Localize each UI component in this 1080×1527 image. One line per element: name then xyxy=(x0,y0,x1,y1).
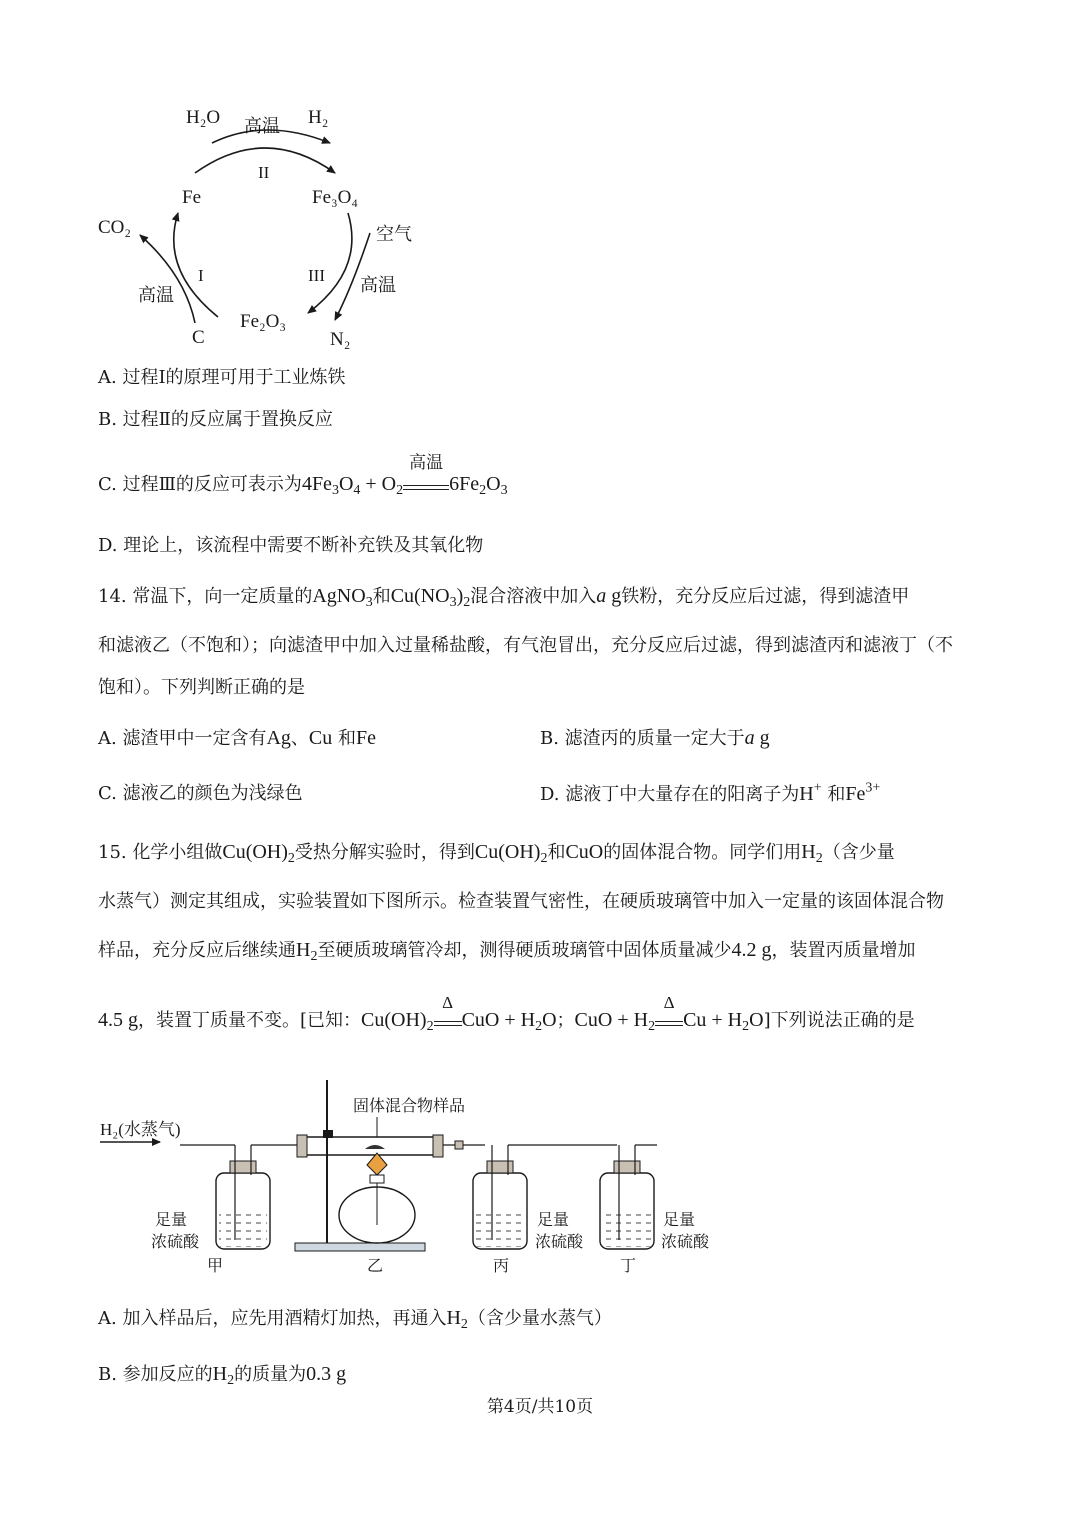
tube-yi xyxy=(297,1135,485,1157)
label-fe2o3: Fe₂O₃ xyxy=(240,311,286,332)
equation-iii: $4Fe_3O_4 + O_2$ 高温 $6Fe_2O_3$ xyxy=(301,453,508,499)
sample-label: 固体混合物样品 xyxy=(353,1098,466,1115)
acid-label-jia-2: 浓硫酸 xyxy=(151,1234,200,1251)
q14-stem-line1: 14. 常温下，向一定质量的AgNO$_3$和$Cu(NO_3)_2$混合溶液中加入a g铁粉，充分反应后过滤，得到滤渣甲 xyxy=(98,585,910,611)
label-bing: 丙 xyxy=(493,1258,510,1275)
q13-option-b: B. 过程Ⅱ的反应属于置换反应 xyxy=(98,409,333,430)
acid-label-jia-1: 足量 xyxy=(155,1212,188,1229)
arc-fe2o3-fe xyxy=(174,213,218,317)
label-yi: 乙 xyxy=(367,1258,384,1275)
label-cond-right: 高温 xyxy=(360,275,396,295)
stand-base xyxy=(295,1243,425,1251)
label-roman-ii: II xyxy=(258,163,270,182)
label-cond-left: 高温 xyxy=(138,285,174,305)
label-roman-i: I xyxy=(198,266,204,285)
q15-stem-line1: 15. 化学小组做$Cu(OH)_2$受热分解实验时，得到$Cu(OH)_2$和CuO的固体混合物。同学们用$H_2$（含少量 xyxy=(98,841,895,867)
q14-option-a: A. 滤渣甲中一定含有Ag、Cu 和Fe xyxy=(98,727,376,749)
inlet-label: H₂(水蒸气) xyxy=(100,1120,181,1139)
q14-stem-line3: 饱和）。下列判断正确的是 xyxy=(98,677,305,698)
page-footer: 第4页/共10页 xyxy=(486,1397,594,1417)
acid-label-ding-2: 浓硫酸 xyxy=(661,1234,710,1251)
q15-option-a: A. 加入样品后，应先用酒精灯加热，再通入$H_2$（含少量水蒸气） xyxy=(98,1307,612,1333)
acid-label-bing-2: 浓硫酸 xyxy=(535,1234,584,1251)
q15-stem-line3: 样品，充分反应后继续通$H_2$至硬质玻璃管冷却，测得硬质玻璃管中固体质量减少4.2 g，装置丙质量增加 xyxy=(98,939,916,965)
q14-option-b: B. 滤渣丙的质量一定大于a g xyxy=(540,727,770,749)
label-air: 空气 xyxy=(376,224,412,244)
iron-cycle-diagram xyxy=(90,95,450,360)
alcohol-lamp xyxy=(339,1153,415,1243)
label-h2o: H₂O xyxy=(186,107,221,128)
label-n2: N₂ xyxy=(330,329,351,350)
q15-option-b: B. 参加反应的$H_2$的质量为0.3 g xyxy=(98,1363,347,1389)
label-roman-iii: III xyxy=(308,266,325,285)
q15-stem-line2: 水蒸气）测定其组成，实验装置如下图所示。检查装置气密性，在硬质玻璃管中加入一定量的该固体混合物 xyxy=(98,891,944,912)
label-cond-top: 高温 xyxy=(244,116,280,136)
q13-option-a: A. 过程Ⅰ的原理可用于工业炼铁 xyxy=(98,367,346,388)
label-ding: 丁 xyxy=(620,1258,637,1275)
arc-c-co2 xyxy=(140,235,195,323)
q14-option-d: D. 滤液丁中大量存在的阳离子为H+ 和$Fe^{3+}$ xyxy=(540,780,881,805)
q14-option-c: C. 滤液乙的颜色为浅绿色 xyxy=(98,783,303,804)
label-c: C xyxy=(192,327,205,348)
acid-label-bing-1: 足量 xyxy=(537,1212,570,1229)
apparatus-diagram xyxy=(95,1075,735,1280)
q15-stem-line4: 4.5 g，装置丁质量不变。[已知：$Cu(OH)_2$ Δ CuO + $H_2O$；CuO + $H_2$ Δ $Cu + H_2O$]下列说法正确的是 xyxy=(98,993,915,1035)
bottle-ding xyxy=(600,1145,657,1249)
label-fe: Fe xyxy=(182,187,201,208)
q13-option-c xyxy=(98,453,508,499)
label-jia: 甲 xyxy=(207,1258,224,1275)
q13-option-c-text: C. 过程Ⅲ的反应可表示为 xyxy=(98,474,302,495)
label-co2: CO₂ xyxy=(98,217,132,238)
cond-high-temp: 高温 xyxy=(409,453,444,472)
q14-stem-line2: 和滤液乙（不饱和）；向滤渣甲中加入过量稀盐酸，有气泡冒出，充分反应后过滤，得到滤渣丙和滤液丁（不 xyxy=(98,635,953,656)
q13-option-d: D. 理论上，该流程中需要不断补充铁及其氧化物 xyxy=(98,535,484,556)
label-fe3o4: Fe₃O₄ xyxy=(312,187,358,208)
label-h2: H₂ xyxy=(308,107,329,128)
acid-label-ding-1: 足量 xyxy=(663,1212,696,1229)
